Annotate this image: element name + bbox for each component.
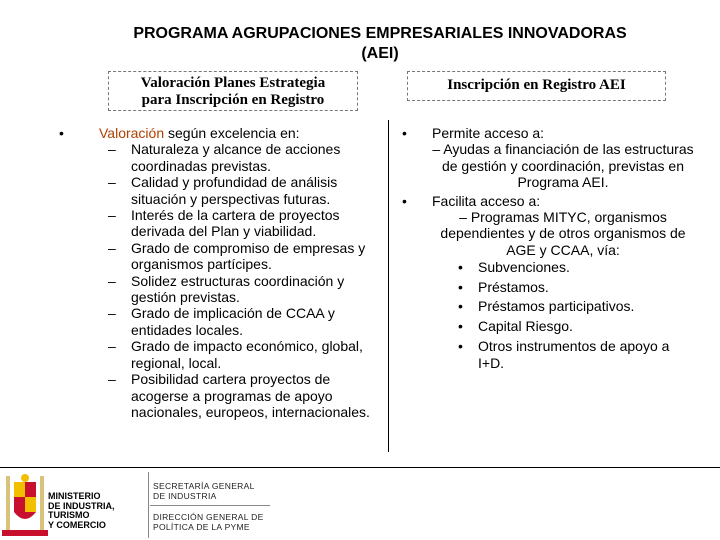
footer-separator [148, 472, 149, 538]
right-sub-1 [428, 141, 698, 190]
list-item-text: Préstamos. [478, 278, 549, 295]
list-item [108, 371, 385, 420]
left-header-line-2: para Inscripción en Registro [141, 92, 325, 108]
right-sub-2 [428, 209, 698, 258]
list-item [108, 141, 385, 174]
dash-icon: – [108, 207, 116, 224]
list-item-text: Interés de la cartera de proyectos derivada del Plan y viabilidad. [131, 207, 340, 240]
list-item-text: Grado de implicación de CCAA y entidades locales. [131, 305, 335, 338]
dash-icon: – [108, 305, 116, 322]
left-header-line-1: Valoración Planes Estrategia [140, 75, 326, 91]
bullet-icon: • [458, 338, 463, 355]
left-column [55, 125, 385, 420]
bullet-icon: • [59, 125, 64, 141]
column-divider [388, 120, 389, 452]
list-item-text: Subvenciones. [478, 259, 570, 276]
right-bullet-2-text: Facilita acceso a: [432, 192, 541, 209]
dash-icon: – [459, 209, 471, 226]
list-item [108, 240, 385, 273]
slide-title [90, 24, 670, 64]
list-item [458, 297, 698, 317]
left-bullet-highlight: Valoración [99, 125, 165, 141]
coat-of-arms-icon [2, 472, 48, 538]
list-item [458, 258, 698, 278]
ministry-line-1: MINISTERIO [48, 491, 101, 501]
left-header-box [108, 71, 358, 111]
list-item-text: Otros instrumentos de apoyo a I+D. [478, 338, 670, 371]
list-item [108, 273, 385, 306]
left-bullet-text: según excelencia en: [164, 125, 300, 141]
bullet-icon: • [402, 192, 407, 209]
secretariat-line-1: SECRETARÍA GENERAL [153, 481, 255, 491]
list-item-text: Préstamos participativos. [478, 298, 635, 315]
bullet-icon: • [402, 125, 407, 141]
bullet-icon: • [458, 259, 463, 276]
right-sub-2-text: Programas MITYC, organismos dependientes y de otros organismos de AGE y CCAA, vía: [440, 209, 686, 258]
left-sub-list [55, 141, 385, 420]
dash-icon: – [108, 174, 116, 191]
right-bullet-2 [398, 193, 698, 209]
right-column [398, 125, 698, 371]
list-item-text: Calidad y profundidad de análisis situación y perspectivas futuras. [131, 174, 338, 207]
list-item-text: Naturaleza y alcance de acciones coordinadas previstas. [131, 141, 341, 174]
dash-icon: – [108, 272, 116, 289]
list-item-text: Solidez estructuras coordinación y gestión previstas. [131, 272, 345, 306]
ministry-name [48, 492, 148, 530]
footer-divider [150, 505, 270, 506]
dash-icon: – [108, 371, 116, 388]
right-header-box [407, 71, 666, 101]
title-line-2: (AEI) [361, 45, 399, 62]
left-bullet [55, 125, 385, 141]
list-item-text: Grado de compromiso de empresas y organismos partícipes. [131, 239, 366, 273]
right-bullet-1 [398, 125, 698, 141]
right-sub-list [458, 258, 698, 371]
directorate-line-1: DIRECCIÓN GENERAL DE [153, 512, 264, 522]
list-item-text: Posibilidad cartera proyectos de acogerse a programas de apoyo nacionales, europeos, internacionales. [131, 371, 370, 420]
ministry-line-2: DE INDUSTRIA, TURISMO [48, 500, 115, 520]
secretariat-name [153, 481, 255, 501]
list-item [108, 305, 385, 338]
list-item [458, 317, 698, 337]
list-item [108, 207, 385, 240]
dash-icon: – [108, 141, 116, 158]
secretariat-line-2: DE INDUSTRIA [153, 491, 217, 501]
title-line-1: PROGRAMA AGRUPACIONES EMPRESARIALES INNOVADORAS [133, 25, 627, 42]
list-item-text: Grado de impacto económico, global, regional, local. [131, 338, 363, 371]
list-item [458, 278, 698, 298]
dash-icon: – [432, 141, 444, 158]
directorate-line-2: POLÍTICA DE LA PYME [153, 522, 250, 532]
dash-icon: – [108, 338, 116, 355]
directorate-name [153, 512, 264, 532]
list-item [108, 174, 385, 207]
dash-icon: – [108, 239, 116, 256]
ministry-line-3: Y COMERCIO [48, 519, 106, 530]
list-item [108, 338, 385, 371]
bullet-icon: • [458, 317, 463, 334]
right-sub-1-text: Ayudas a financiación de las estructuras de gestión y coordinación, previstas en Programa AEI. [441, 141, 694, 191]
list-item [458, 338, 698, 371]
right-bullet-1-text: Permite acceso a: [432, 125, 545, 141]
bullet-icon: • [458, 278, 463, 295]
right-header-line-1: Inscripción en Registro AEI [447, 77, 626, 93]
bullet-icon: • [458, 298, 463, 315]
list-item-text: Capital Riesgo. [478, 317, 573, 334]
